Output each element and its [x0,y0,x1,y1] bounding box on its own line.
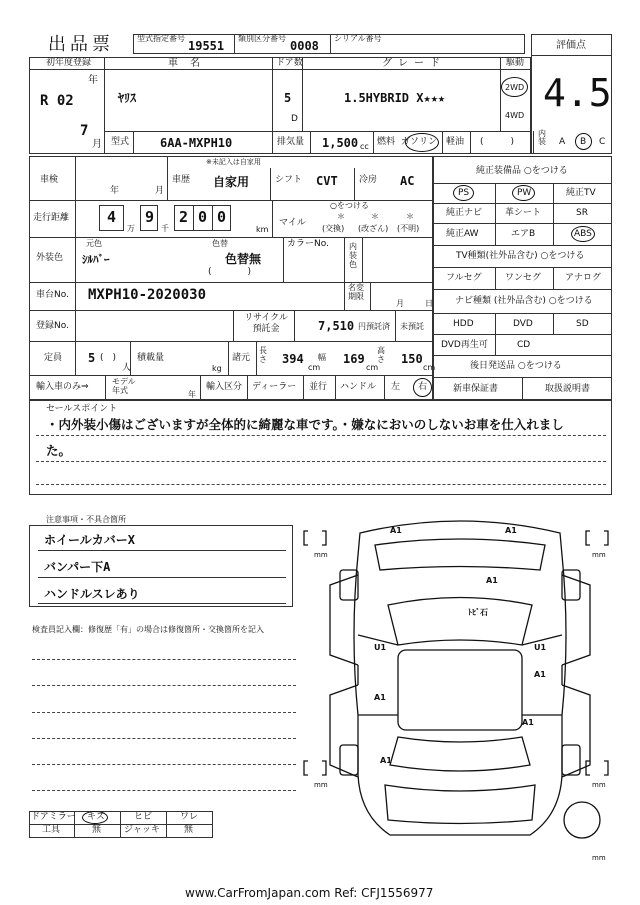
navi-sd: SD [576,319,589,329]
height-cm: cm [423,363,436,372]
interior-label: 内装 [538,129,546,146]
repaint-paren: ( ) [208,267,252,277]
doors-label: ドア数 [276,58,303,68]
name-change-month: 月 [396,299,404,308]
registration-label: 登録No. [36,321,69,331]
equip-ps-circle [453,185,474,201]
unregistered-note: ※未記入は自家用 [206,158,261,166]
recycle-deposited: 円預託済 [358,322,390,331]
mm-rear-left: mm [314,781,328,789]
chassis-label: 車台No. [36,290,69,300]
table-h-break: ワレ [180,812,199,822]
fuel-value: ガソリン [401,137,438,147]
capacity-paren: ( ) [100,353,117,363]
table-h-crack: ヒビ [134,812,153,822]
mark-a1-right-door: A1 [534,670,546,679]
mileage-sen: 千 [161,224,169,233]
table-h-mirror: ドアミラー [31,812,76,822]
name-change-label: 名変期限 [348,283,364,301]
asterisk-1: ＊ [337,212,345,221]
ac-value: AC [400,174,415,188]
mm-spare: mm [592,854,606,862]
width-value: 169 [343,352,365,366]
length-cm: cm [308,363,321,372]
load-kg: kg [212,364,222,373]
inspection-year-unit: 年 [110,186,120,196]
fuel-label: 燃料 [377,137,396,147]
tv-fullseg: フルセグ [446,273,482,283]
model-year-unit: 年 [188,390,196,399]
dims-label: 諸元 [232,353,251,363]
import-label: 輸入車のみ⇒ [36,382,89,392]
import-dealer: ディーラー [252,382,297,392]
equip-airbag: エアB [511,229,536,239]
serial-label: シリアル番号 [334,34,382,43]
mark-chip-windshield: ﾄﾋﾞ石 [468,608,488,617]
recycle-label: リサイクル預託金 [244,313,288,335]
doors-value: 5 [284,91,292,105]
table-jack: ジャッキ [124,825,160,835]
displacement-label: 排気量 [277,137,305,147]
mileage-digit-5: 0 [217,208,227,226]
tv-analog: アナログ [565,273,602,283]
handle-right-circle [413,378,432,397]
repaint-label: 色替 [212,239,228,248]
inspection-label: 車検 [40,175,59,185]
first-reg-month: 7 [80,123,89,139]
mark-a1-hood: A1 [486,576,498,585]
category-value: 0008 [290,39,319,53]
recycle-not-deposited: 未預託 [400,322,424,331]
navi-dvd: DVD [513,319,533,329]
asterisk-2: ＊ [371,212,379,221]
equipment-header: 純正装備品 ○をつける [476,166,568,176]
shift-value: CVT [316,174,338,188]
mark-u1-right: U1 [534,643,547,652]
interior-b-circle [575,133,592,150]
drive-4wd: 4WD [505,111,525,120]
color-label: 外装色 [36,253,64,263]
load-label: 積載量 [137,353,165,363]
equip-aw: 純正AW [446,229,479,239]
capacity-value: 5 [88,351,96,365]
colorno-label: カラーNo. [287,239,329,249]
sales-point-line1: ・内外装小傷はございますが全体的に綺麗な車です。・嫌なにおいのしないお車を仕入れまし [46,417,564,432]
mark-a1-left-rear: A1 [374,693,386,702]
mark-u1-left: U1 [374,643,387,652]
equip-leather: 革シート [505,208,542,218]
notes-label: 注意事項・不具合箇所 [46,515,126,524]
table-jack-value: 無 [184,825,194,835]
equip-sr: SR [576,208,588,218]
category-label: 類別区分番号 [238,34,286,43]
table-tools-value: 無 [92,825,102,835]
mileage-label: 走行距離 [33,213,70,223]
sales-point-box [29,400,612,495]
interior-a: A [559,137,566,147]
first-reg-year-unit: 年 [88,75,98,86]
repaint-value: 色替無 [225,252,262,266]
mm-front-left: mm [314,551,328,559]
height-value: 150 [401,352,423,366]
grade-value: 1.5HYBRID X★★★ [344,91,446,105]
table-tools: 工具 [42,825,61,835]
model-label: 型式 [111,137,130,147]
equip-pw: PW [517,188,532,198]
interior-c: C [599,137,606,147]
original-color-label: 元色 [86,239,102,248]
later-warranty: 新車保証書 [453,384,499,394]
rating-label: 評価点 [556,40,586,51]
length-value: 394 [282,352,304,366]
first-reg-month-unit: 月 [92,139,102,150]
mile-label: マイル [279,218,306,228]
mileage-digit-2: 9 [145,208,155,226]
handle-label: ハンドル [340,382,377,392]
first-reg-era-year: R 02 [40,93,74,109]
dvd-cd: CD [517,340,531,350]
mm-rear-right: mm [592,781,606,789]
mileage-digit-4: 0 [198,208,208,226]
doors-suffix: D [291,114,298,124]
model-year-label: モデル年式 [112,377,136,395]
equip-pw-circle [512,185,535,201]
note-item-2: バンパー下A [44,560,111,574]
shift-label: シフト [275,175,303,185]
mileage-digit-1: 4 [107,208,117,226]
ac-label: 冷房 [359,175,378,185]
length-label: 長さ [259,346,267,364]
first-reg-label: 初年度登録 [46,58,92,68]
capacity-unit: 人 [122,363,132,373]
note-item-1: ホイールカバーX [44,533,135,547]
car-name-label: 車名 [168,58,212,69]
original-color-value: ｼﾙﾊﾞｰ [82,253,110,266]
displacement-unit: cc [360,142,369,151]
model-designation-value: 19551 [188,39,225,53]
capacity-label: 定員 [44,353,63,363]
note-item-3: ハンドルスレあり [44,587,140,601]
navi-header: ナビ種類 (社外品含む) ○をつける [455,296,593,306]
handle-left: 左 [391,382,401,392]
diesel-label: 軽油 [446,137,465,147]
table-h-scratch: キズ [87,812,105,822]
drive-2wd-circle [501,77,528,97]
displacement-value: 1,500 [322,136,359,150]
asterisk-3: ＊ [406,212,414,221]
mileage-man: 万 [127,224,135,233]
later-manual: 取扱説明書 [545,384,591,394]
inspector-label: 検査員記入欄：修復歴「有」の場合は修復箇所・交換箇所を記入 [32,625,264,634]
model-value: 6AA-MXPH10 [160,136,233,150]
mileage-unknown: (不明) [397,224,420,233]
later-header: 後日発送品 ○をつける [470,361,562,371]
equip-navi: 純正ナビ [446,208,483,218]
mileage-exchanged: (交換) [322,224,345,233]
mileage-km: km [256,225,269,234]
handle-right: 右 [418,382,428,392]
equip-ps: PS [458,188,470,198]
width-cm: cm [366,363,379,372]
grade-label: グレード [382,58,446,69]
inspection-month-unit: 月 [155,186,165,196]
height-label: 高さ [377,346,385,364]
import-parallel: 並行 [309,382,328,392]
equip-abs-circle [571,226,595,242]
sales-point-label: セールスポイント [46,404,118,414]
drive-label: 駆動 [506,58,525,68]
recycle-value: 7,510 [318,319,355,333]
car-name-value: ﾔﾘｽ [118,91,137,105]
mark-a1-rear-right: A1 [522,718,534,727]
equip-tv: 純正TV [566,188,596,198]
drive-2wd: 2WD [505,83,525,92]
mileage-digit-3: 2 [179,208,189,226]
chassis-value: MXPH10-2020030 [88,287,207,303]
width-label: 幅 [318,353,326,362]
tv-oneseg: ワンセグ [505,273,542,283]
sheet-title: 出品票 [48,34,114,55]
name-change-day: 日 [425,299,433,308]
tv-header: TV種類(社外品含む) ○をつける [456,251,585,261]
equip-abs: ABS [574,229,592,239]
mark-a1-rear-left: A1 [380,756,392,765]
import-type-label: 輸入区分 [206,382,243,392]
navi-hdd: HDD [453,319,474,329]
interior-color-label: 内装色 [349,242,357,269]
rating-value: 4.5 [543,71,612,115]
history-value: 自家用 [213,175,250,189]
scratch-circle [82,811,108,824]
mark-a1-front-left: A1 [390,526,402,535]
car-damage-diagram [300,515,620,865]
interior-b: B [580,137,587,147]
history-label: 車歴 [172,175,191,185]
diesel-paren: ( ) [480,137,515,147]
footer-watermark: www.CarFromJapan.com Ref: CFJ1556977 [185,886,434,900]
mm-front-right: mm [592,551,606,559]
dvd-playback: DVD再生可 [441,340,488,350]
mark-a1-front-right: A1 [505,526,517,535]
model-designation-label: 型式指定番号 [137,34,185,43]
sales-point-line2: た。 [46,443,72,458]
fuel-gasoline-circle [405,133,439,152]
mileage-altered: (改ざん) [358,224,389,233]
mileage-circle-note: ○をつける [330,201,369,210]
